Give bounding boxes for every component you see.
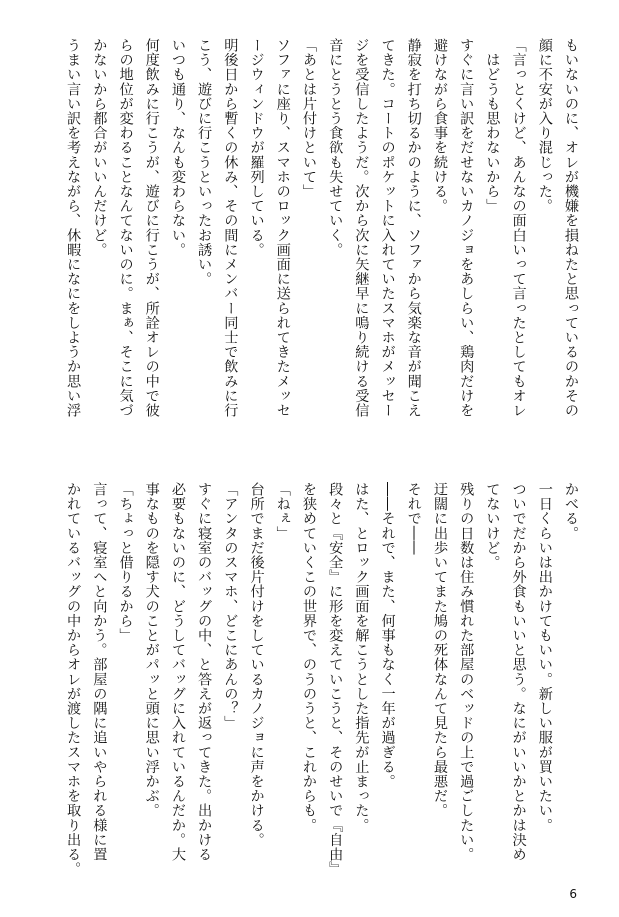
text-line: うまい言い訳を考えながら、休暇になにをしようか思い浮 [65, 38, 82, 418]
text-line: もいないのに、オレが機嫌を損ねたと思っているのかその [563, 38, 579, 418]
text-line: かべる。 [563, 482, 579, 541]
text-line: 必要もないのに、どうしてバッグに入れているんだか。大 [169, 482, 186, 862]
text-line: すぐに言い訳をだせないカノジョをあしらい、鶏肉だけを [458, 38, 475, 418]
text-line: こう、遊びに行こうといったお誘い。 [196, 38, 213, 287]
text-line: かれているバッグの中からオレが渡したスマホを取り出る。 [65, 482, 82, 877]
text-line: 「アンタのスマホ、どこにあんの？」 [222, 482, 239, 731]
text-line: 避けながら食事を続ける。 [431, 38, 448, 214]
text-line: かないから都合がいいんだけど。 [91, 38, 108, 257]
text-block-lower [60, 482, 584, 877]
text-line: 残りの日数は住み慣れた部屋のベッドの上で過ごしたい。 [458, 482, 475, 862]
text-line: 「言っとくけど、あんなの面白いって言ったとしてもオレ [510, 38, 527, 418]
text-line: らの地位が変わることなんてないのに。まぁ、そこに気づ [117, 38, 134, 418]
text-line: 一日くらいは出かけてもいい。新しい服が買いたい。 [536, 482, 553, 833]
text-line: ジを受信したようだ。次から次に矢継早に鳴り続ける受信 [353, 38, 370, 418]
text-line: はどうも思わないから」 [484, 38, 501, 214]
text-line: 事なものを隠す犬のことがパッと頭に思い浮かぶ。 [143, 482, 160, 818]
text-line: 明後日から暫くの休み、その間にメンバー同士で飲みに行 [222, 38, 239, 418]
text-line: てないけど。 [484, 482, 501, 570]
text-line: てきた。コートのポケットに入れていたスマホがメッセー [379, 38, 396, 418]
text-line: 言って、寝室へと向かう。部屋の隅に追いやられる様に置 [91, 482, 108, 862]
text-line: すぐに寝室のバッグの中、と答えが返ってきた。出かける [196, 482, 213, 862]
text-line: 静寂を打ち切るかのように、ソファから気楽な音が聞こえ [405, 38, 422, 418]
text-line: ついでだから外食もいいと思う。なにがいいかとかは決め [510, 482, 527, 862]
text-line: ソファに座り、スマホのロック画面に送られてきたメッセ [274, 38, 291, 418]
text-line: 「ちょっと借りるから」 [117, 482, 134, 643]
text-block-upper [60, 38, 584, 418]
text-line: 「あとは片付けといて」 [300, 38, 317, 199]
text-line: 音にとうとう食欲も失せていく。 [327, 38, 344, 257]
text-line: 何度飲みに行こうが、遊びに行こうが、所詮オレの中で彼 [143, 38, 160, 418]
text-line: を狭めていくこの世界で、のうのうと、これからも。 [300, 482, 317, 833]
text-line: いつも通り、なんも変わらない。 [169, 38, 186, 257]
page-number: 6 [569, 887, 577, 901]
text-line: それで―― [405, 482, 422, 555]
text-line: 段々と『安全』に形を変えていこうと、そのせいで『自由』 [327, 482, 344, 877]
text-line: はた、とロック画面を解こうとした指先が止まった。 [353, 482, 370, 833]
text-line: 「ねぇ」 [274, 482, 291, 541]
text-line: ――それで、また、何事もなく一年が過ぎる。 [379, 482, 396, 789]
text-line: ージウィンドウが羅列している。 [248, 38, 265, 257]
text-line: 台所でまだ後片付けをしているカノジョに声をかける。 [248, 482, 265, 847]
text-line: 顔に不安が入り混じった。 [536, 38, 553, 214]
text-line: 迂闊に出歩いてまた鳩の死体なんて見たら最悪だ。 [431, 482, 448, 818]
